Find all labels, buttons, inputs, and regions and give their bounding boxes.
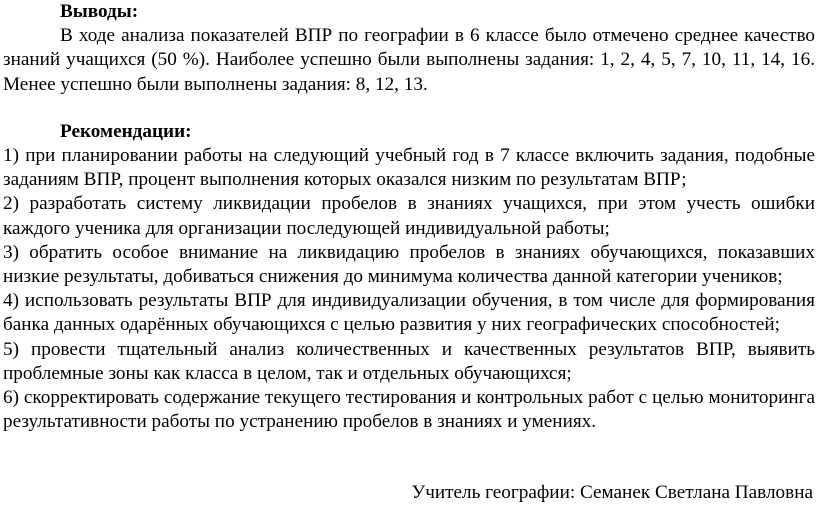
conclusions-paragraph: В ходе анализа показателей ВПР по географии в 6 классе было отмечено среднее качество знаний учащихся (50 %). Наиболее успешно были выполнены задания: 1, 2, 4, 5, 7, 10, 11, 14, 16. Менее успешно были выполнены задания: 8, 12, 13. <box>3 25 815 95</box>
recommendation-item-3: 3) обратить особое внимание на ликвидацию пробелов в знаниях обучающихся, показавших низкие результаты, добиваться снижения до минимума количества данной категории учеников; <box>3 241 815 288</box>
recommendation-item-6: 6) скорректировать содержание текущего тестирования и контрольных работ с целью мониторинга результативности работы по устранению пробелов в знаниях и умениях. <box>3 387 815 433</box>
teacher-signature: Учитель географии: Семанек Светлана Павловна <box>411 482 813 503</box>
document-page <box>3 0 815 434</box>
section-spacer <box>3 97 815 120</box>
recommendation-item-5: 5) провести тщательный анализ количественных и качественных результатов ВПР, выявить проблемные зоны как класса в целом, так и отдельных обучающихся; <box>3 338 815 384</box>
recommendations-heading: Рекомендации: <box>60 120 192 142</box>
recommendations-list <box>3 144 815 434</box>
conclusions-heading: Выводы: <box>60 1 139 22</box>
recommendation-item-2: 2) разработать систему ликвидации пробелов в знаниях учащихся, при этом учесть ошибки каждого ученика для организации последующей индивидуальной работы; <box>3 193 815 239</box>
recommendation-item-1: 1) при планировании работы на следующий учебный год в 7 классе включить задания, подобные заданиям ВПР, процент выполнения которых оказался низким по результатам ВПР; <box>3 145 815 191</box>
recommendation-item-4: 4) использовать результаты ВПР для индивидуализации обучения, в том числе для формирования банка данных одарённых обучающихся с целью развития у них географических способностей; <box>3 290 815 336</box>
